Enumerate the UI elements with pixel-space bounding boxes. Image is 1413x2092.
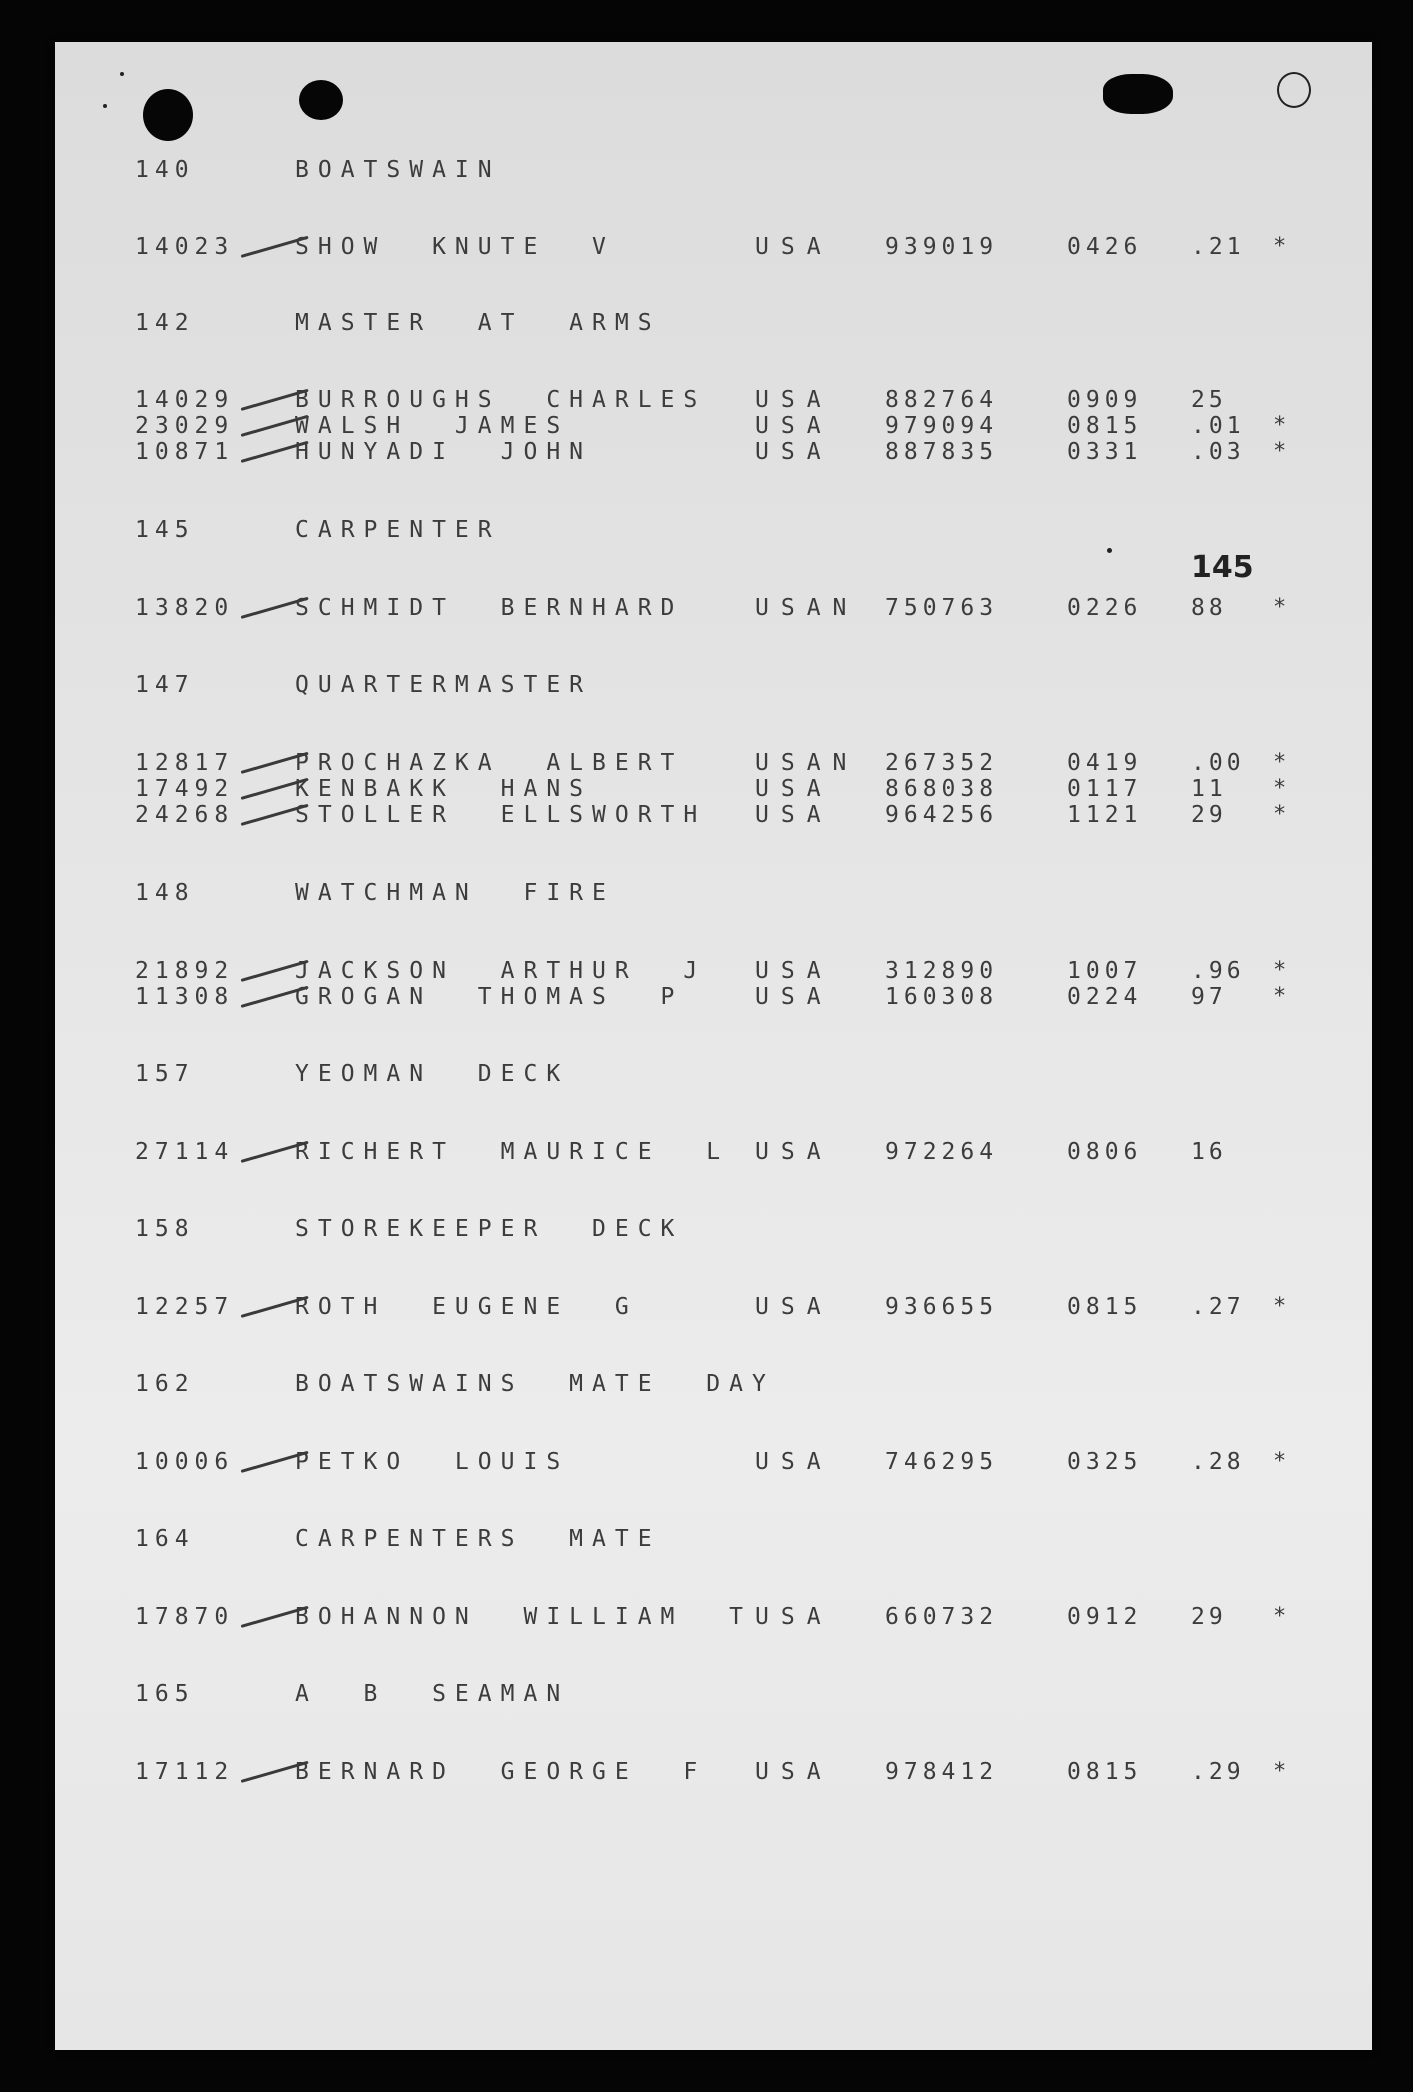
section-code: 162 xyxy=(135,1371,195,1397)
entry-citizenship: USA xyxy=(755,958,833,984)
entry-value: .27 xyxy=(1191,1294,1245,1320)
entry-value: 97 xyxy=(1191,984,1227,1010)
entry-name: SHOW KNUTE V xyxy=(295,234,615,260)
entry-value: .29 xyxy=(1191,1759,1245,1785)
section-title: BOATSWAIN xyxy=(295,157,501,183)
entry-mark: * xyxy=(1273,595,1293,620)
section-code: 145 xyxy=(135,517,195,543)
entry-id: 13820 xyxy=(135,595,235,621)
entry-citizenship: USA xyxy=(755,234,833,260)
entry-value: 16 xyxy=(1191,1139,1227,1165)
entry-date: 1007 xyxy=(1067,958,1143,984)
entry-number: 936655 xyxy=(885,1294,999,1320)
entry-number: 750763 xyxy=(885,595,999,621)
entry-value: 29 xyxy=(1191,1604,1227,1630)
entry-mark: * xyxy=(1273,958,1293,983)
entry-number: 312890 xyxy=(885,958,999,984)
entry-number: 887835 xyxy=(885,439,999,465)
entry-date: 0226 xyxy=(1067,595,1143,621)
entry-number: 979094 xyxy=(885,413,999,439)
entry-date: 0224 xyxy=(1067,984,1143,1010)
entry-value: .01 xyxy=(1191,413,1245,439)
entry-name: PROCHAZKA ALBERT xyxy=(295,750,684,776)
entry-name: BERNARD GEORGE F xyxy=(295,1759,707,1785)
entry-date: 0912 xyxy=(1067,1604,1143,1630)
section-code: 148 xyxy=(135,880,195,906)
entry-name: BURROUGHS CHARLES xyxy=(295,387,707,413)
entry-number: 160308 xyxy=(885,984,999,1010)
entry-name: PETKO LOUIS xyxy=(295,1449,570,1475)
entry-mark: * xyxy=(1273,1604,1293,1629)
entry-mark: * xyxy=(1273,750,1293,775)
entry-name: HUNYADI JOHN xyxy=(295,439,593,465)
entry-mark: * xyxy=(1273,802,1293,827)
entry-mark: * xyxy=(1273,234,1293,259)
section-code: 142 xyxy=(135,310,195,336)
entry-id: 23029 xyxy=(135,413,235,439)
entry-mark: * xyxy=(1273,1294,1293,1319)
section-title: WATCHMAN FIRE xyxy=(295,880,615,906)
entry-citizenship: USA xyxy=(755,1759,833,1785)
punch-hole xyxy=(143,89,193,141)
entry-citizenship: USA xyxy=(755,984,833,1010)
section-code: 164 xyxy=(135,1526,195,1552)
entry-mark: * xyxy=(1273,413,1293,438)
entry-value: .21 xyxy=(1191,234,1245,260)
entry-date: 0909 xyxy=(1067,387,1143,413)
speck xyxy=(120,72,124,76)
entry-number: 972264 xyxy=(885,1139,999,1165)
entry-value: .96 xyxy=(1191,958,1245,984)
entry-value: 25 xyxy=(1191,387,1227,413)
entry-date: 0806 xyxy=(1067,1139,1143,1165)
section-code: 165 xyxy=(135,1681,195,1707)
entry-name: GROGAN THOMAS P xyxy=(295,984,684,1010)
entry-id: 10006 xyxy=(135,1449,235,1475)
entry-id: 10871 xyxy=(135,439,235,465)
entry-value: 11 xyxy=(1191,776,1227,802)
entry-name: BOHANNON WILLIAM T xyxy=(295,1604,752,1630)
punch-hole xyxy=(1103,74,1173,114)
section-code: 157 xyxy=(135,1061,195,1087)
entry-citizenship: USA xyxy=(755,1139,833,1165)
entry-citizenship: USA xyxy=(755,802,833,828)
entry-value: 29 xyxy=(1191,802,1227,828)
section-title: MASTER AT ARMS xyxy=(295,310,661,336)
entry-date: 0815 xyxy=(1067,1294,1143,1320)
punch-hole xyxy=(1277,72,1311,108)
speck xyxy=(1107,548,1112,553)
entry-date: 1121 xyxy=(1067,802,1143,828)
document-page xyxy=(55,42,1372,2050)
entry-date: 0331 xyxy=(1067,439,1143,465)
entry-name: RICHERT MAURICE L xyxy=(295,1139,730,1165)
entry-date: 0419 xyxy=(1067,750,1143,776)
entry-date: 0426 xyxy=(1067,234,1143,260)
entry-number: 868038 xyxy=(885,776,999,802)
section-title: YEOMAN DECK xyxy=(295,1061,570,1087)
entry-date: 0815 xyxy=(1067,413,1143,439)
entry-date: 0117 xyxy=(1067,776,1143,802)
entry-value: .03 xyxy=(1191,439,1245,465)
entry-citizenship: USA xyxy=(755,1604,833,1630)
entry-name: STOLLER ELLSWORTH xyxy=(295,802,707,828)
section-title: QUARTERMASTER xyxy=(295,672,593,698)
section-title: BOATSWAINS MATE DAY xyxy=(295,1371,775,1397)
section-code: 147 xyxy=(135,672,195,698)
entry-id: 17870 xyxy=(135,1604,235,1630)
entry-name: ROTH EUGENE G xyxy=(295,1294,638,1320)
entry-number: 746295 xyxy=(885,1449,999,1475)
entry-value: 88 xyxy=(1191,595,1227,621)
entry-mark: * xyxy=(1273,439,1293,464)
section-code: 140 xyxy=(135,157,195,183)
entry-citizenship: USA xyxy=(755,387,833,413)
entry-id: 14029 xyxy=(135,387,235,413)
entry-citizenship: USA xyxy=(755,439,833,465)
entry-id: 14023 xyxy=(135,234,235,260)
entry-value: .00 xyxy=(1191,750,1245,776)
entry-number: 939019 xyxy=(885,234,999,260)
entry-id: 17112 xyxy=(135,1759,235,1785)
entry-id: 27114 xyxy=(135,1139,235,1165)
entry-name: SCHMIDT BERNHARD xyxy=(295,595,684,621)
entry-date: 0815 xyxy=(1067,1759,1143,1785)
speck xyxy=(103,104,107,108)
entry-citizenship: USA xyxy=(755,1449,833,1475)
punch-hole xyxy=(299,80,343,120)
entry-citizenship: USA xyxy=(755,776,833,802)
entry-id: 17492 xyxy=(135,776,235,802)
entry-mark: * xyxy=(1273,984,1293,1009)
entry-id: 21892 xyxy=(135,958,235,984)
entry-id: 12257 xyxy=(135,1294,235,1320)
entry-citizenship: USA xyxy=(755,1294,833,1320)
section-title: CARPENTER xyxy=(295,517,501,543)
entry-number: 267352 xyxy=(885,750,999,776)
entry-id: 12817 xyxy=(135,750,235,776)
section-title: CARPENTERS MATE xyxy=(295,1526,661,1552)
entry-number: 882764 xyxy=(885,387,999,413)
entry-name: WALSH JAMES xyxy=(295,413,570,439)
entry-mark: * xyxy=(1273,1759,1293,1784)
section-code: 158 xyxy=(135,1216,195,1242)
section-title: A B SEAMAN xyxy=(295,1681,570,1707)
entry-citizenship: USAN xyxy=(755,595,859,621)
entry-date: 0325 xyxy=(1067,1449,1143,1475)
entry-mark: * xyxy=(1273,776,1293,801)
entry-id: 24268 xyxy=(135,802,235,828)
entry-number: 978412 xyxy=(885,1759,999,1785)
entry-number: 660732 xyxy=(885,1604,999,1630)
entry-mark: * xyxy=(1273,1449,1293,1474)
entry-name: KENBAKK HANS xyxy=(295,776,593,802)
page-number-handwritten: 145 xyxy=(1191,550,1254,585)
entry-id: 11308 xyxy=(135,984,235,1010)
entry-value: .28 xyxy=(1191,1449,1245,1475)
entry-name: JACKSON ARTHUR J xyxy=(295,958,707,984)
entry-citizenship: USAN xyxy=(755,750,859,776)
entry-number: 964256 xyxy=(885,802,999,828)
entry-citizenship: USA xyxy=(755,413,833,439)
section-title: STOREKEEPER DECK xyxy=(295,1216,684,1242)
